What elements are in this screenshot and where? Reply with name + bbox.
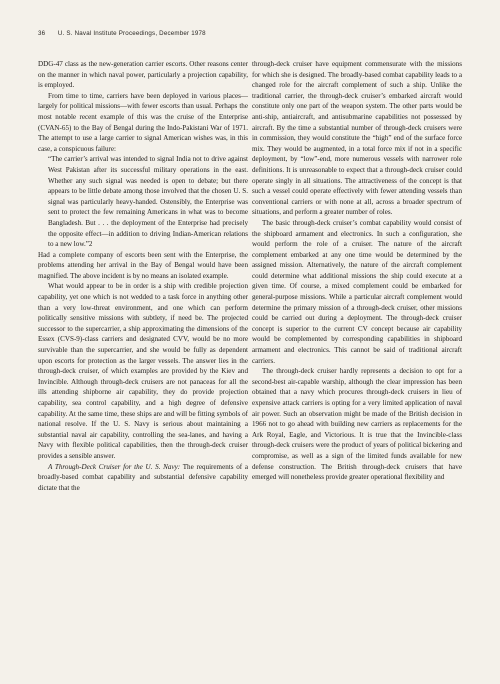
page-number: 36 [38, 30, 46, 37]
paragraph: The basic through-deck cruiser’s combat capability would consist of the shipboard armament and electronics. In such a configuration, she would perform the role of a cruiser. The nature of the aircraft complement embarked at any one time would be determined by the assigned mission. Alternatively, the nature of the aircraft complement could determine what additional missions the ship could execute at a given time. Of course, a mixed complement could be embarked for general-purpose missions. While a particular aircraft complement would determine the primary mission of a through-deck cruiser, other missions could be carried out during a deployment. The through-deck cruiser concept is superior to the current CV concept because air capability would be complemented by corresponding capabilities in shipboard armament and electronics. This cannot be said of traditional aircraft carriers. [252, 218, 462, 365]
publication-title: U. S. Naval Institute Proceedings, December 1978 [57, 30, 206, 37]
paragraph: DDG-47 class as the new-generation carrier escorts. Other reasons center on the manner in which naval power, particularly a projection capability, is employed. [38, 60, 248, 90]
paragraph: What would appear to be in order is a ship with credible projection capability, yet one which is not wedded to a task force in anything other than a very low-threat environment, and one which can perform politically sensitive missions with subtlety, if need be. The projected successor to the supercarrier, a ship approximating the dimensions of the Essex (CVS-9)-class carriers and designated CVV, would be no more survivable than the supercarrier, and she would be fully as dependent upon escorts for protection as the larger vessels. The answer lies in the through-deck cruiser, of which examples are provided by the Kiev and Invincible. Although through-deck cruisers are not panaceas for all the ills attending shipborne air capability, they do provide projection capability, sea control capability, and a high degree of defensive capability. At the same time, these ships are and will be fitting symbols of national resolve. If the U. S. Navy is serious about maintaining a substantial naval air capability, controlling the sea-lanes, and having a Navy with flexible political capabilities, then the through-deck cruiser provides a sensible answer. [38, 282, 248, 460]
left-column [38, 59, 248, 493]
section-heading: A Through-Deck Cruiser for the U. S. Navy: [48, 462, 181, 471]
block-quote: “The carrier’s arrival was intended to signal India not to drive against West Pakistan after its successful military operations in the east. Whether any such signal was needed is open to debate; but there appears to be little debate among those involved that the chosen U. S. signal was particularly heavy-handed. Ostensibly, the Enterprise was sent to protect the few remaining Americans in what was to become Bangladesh. But . . . the deployment of the Enterprise had precisely the opposite effect—in addition to driving Indian-American relations to a new low.”2 [48, 155, 248, 249]
paragraph: Had a complete company of escorts been sent with the Enterprise, the problems attending her arrival in the Bay of Bengal would have been magnified. The above incident is by no means an isolated example. [38, 250, 248, 280]
section-text: The requirements of a broadly-based combat capability and substantial defensive capability dictate that the [38, 462, 248, 492]
right-column [252, 59, 462, 483]
paragraph: The through-deck cruiser hardly represents a decision to opt for a second-best air-capable warship, although the clear impression has been obtained that a navy which procures through-deck cruisers in lieu of expensive attack carriers is opting for a very limited application of naval air power. Such an observation might be made of the British decision in 1966 not to go ahead with building new carriers as replacements for the Ark Royal, Eagle, and Victorious. It is true that the Invincible-class through-deck cruisers were the product of years of political bickering and compromise, as well as a sign of the limited funds available for new defense construction. The British through-deck cruisers that have emerged will nonetheless provide greater operational flexibility and [252, 367, 462, 482]
running-head [38, 30, 468, 37]
paragraph: through-deck cruiser have equipment commensurate with the missions for which she is designed. The broadly-based combat capability leads to a changed role for the aircraft complement of such a ship. Unlike the traditional carrier, the through-deck cruiser’s embarked aircraft would constitute only one part of the weapon system. The other parts would be anti-ship, antiaircraft, and antisubmarine capabilities not possessed by aircraft. By the time a substantial number of through-deck cruisers were in commission, they would constitute the “high” end of the surface force mix. They would be augmented, in a total force mix if not in a specific deployment, by “low”-end, more numerous vessels with narrower role definitions. It is unreasonable to expect that a through-deck cruiser could operate singly in all situations. The attractiveness of the concept is that such a vessel could operate effectively with fewer attending vessels than conventional carriers or with none at all, across a broader spectrum of situations, and perform a greater number of roles. [252, 60, 462, 217]
paragraph: From time to time, carriers have been deployed in various places—largely for political missions—with fewer escorts than usual. Perhaps the most notable recent example of this was the cruise of the Enterprise (CVAN-65) to the Bay of Bengal during the Indo-Pakistani War of 1971. The attempt to use a large carrier to signal American wishes was, in this case, a conspicuous failure: [38, 91, 248, 153]
section-paragraph [38, 462, 248, 494]
